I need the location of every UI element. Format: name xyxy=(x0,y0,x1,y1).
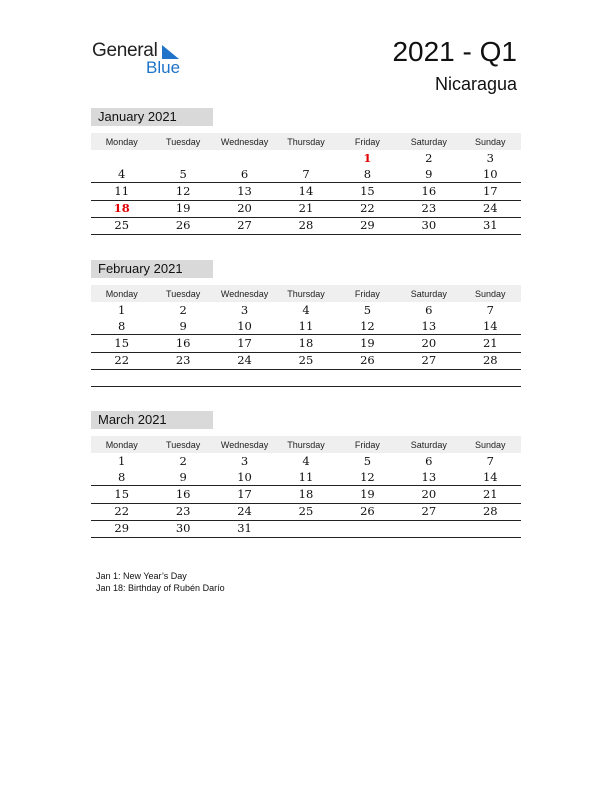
empty-day-cell xyxy=(214,150,275,166)
empty-day-cell xyxy=(337,369,398,386)
week-row xyxy=(91,183,521,200)
day-cell: 23 xyxy=(398,200,459,217)
day-cell: 11 xyxy=(275,469,336,486)
day-cell: 10 xyxy=(214,318,275,335)
day-cell: 17 xyxy=(460,183,521,200)
day-cell: 16 xyxy=(152,335,213,352)
month-grid xyxy=(91,133,521,235)
weekday-header: Wednesday xyxy=(214,436,275,453)
day-cell: 12 xyxy=(337,318,398,335)
empty-day-cell xyxy=(214,369,275,386)
week-row xyxy=(91,302,521,318)
day-cell: 19 xyxy=(152,200,213,217)
empty-day-cell xyxy=(275,369,336,386)
week-row xyxy=(91,469,521,486)
day-cell: 30 xyxy=(398,217,459,234)
day-cell: 27 xyxy=(398,503,459,520)
day-cell: 28 xyxy=(460,352,521,369)
day-cell: 2 xyxy=(179,302,187,317)
day-cell: 21 xyxy=(460,335,521,352)
holiday-note: Jan 18: Birthday of Rubén Darío xyxy=(96,583,225,593)
day-cell: 8 xyxy=(91,469,152,486)
day-cell: 3 xyxy=(240,302,249,317)
day-cell: 22 xyxy=(337,200,398,217)
week-row xyxy=(91,453,521,469)
day-cell: 14 xyxy=(460,469,521,486)
day-cell: 20 xyxy=(214,200,275,217)
weekday-header: Friday xyxy=(337,285,398,302)
day-cell: 6 xyxy=(425,302,433,317)
day-cell: 23 xyxy=(152,352,213,369)
day-cell: 11 xyxy=(91,183,152,200)
day-cell: 10 xyxy=(460,166,521,183)
empty-day-cell xyxy=(152,150,213,166)
day-cell: 26 xyxy=(337,503,398,520)
brand-logo xyxy=(92,40,192,80)
day-cell: 28 xyxy=(275,217,336,234)
empty-day-cell xyxy=(460,369,521,386)
week-row xyxy=(91,150,521,166)
day-cell: 2 xyxy=(179,453,187,468)
day-cell: 13 xyxy=(398,469,459,486)
logo-general-text: General xyxy=(92,40,158,61)
weekday-header: Tuesday xyxy=(152,436,213,453)
day-cell: 21 xyxy=(460,486,521,503)
day-cell: 3 xyxy=(240,453,249,468)
day-cell: 27 xyxy=(398,352,459,369)
week-row xyxy=(91,503,521,520)
holiday-notes xyxy=(96,570,225,594)
day-cell: 20 xyxy=(398,335,459,352)
day-cell: 15 xyxy=(91,486,152,503)
holiday-note: Jan 1: New Year’s Day xyxy=(96,571,187,581)
weekday-header: Monday xyxy=(91,285,152,302)
day-cell: 2 xyxy=(425,150,433,165)
day-cell: 3 xyxy=(486,150,494,165)
week-row xyxy=(91,318,521,335)
day-cell: 19 xyxy=(337,335,398,352)
day-cell: 6 xyxy=(214,166,275,183)
day-cell: 20 xyxy=(398,486,459,503)
month-grid xyxy=(91,285,521,387)
logo-blue-text: Blue xyxy=(146,58,181,77)
day-cell: 7 xyxy=(275,166,336,183)
empty-day-cell xyxy=(398,369,459,386)
day-cell: 9 xyxy=(398,166,459,183)
empty-day-cell xyxy=(91,150,152,166)
day-cell: 22 xyxy=(91,503,152,520)
day-cell: 25 xyxy=(275,352,336,369)
weekday-header: Saturday xyxy=(398,285,459,302)
day-cell: 15 xyxy=(91,335,152,352)
empty-day-cell xyxy=(398,520,459,537)
country-name: Nicaragua xyxy=(434,74,517,94)
month-label: February 2021 xyxy=(91,260,213,278)
day-cell: 12 xyxy=(152,183,213,200)
empty-day-cell xyxy=(460,520,521,537)
weekday-header: Sunday xyxy=(460,133,521,150)
week-row xyxy=(91,166,521,183)
weekday-header: Monday xyxy=(91,436,152,453)
weekday-header: Wednesday xyxy=(214,133,275,150)
day-cell: 26 xyxy=(152,217,213,234)
day-cell: 29 xyxy=(91,520,152,537)
empty-day-cell xyxy=(91,369,152,386)
day-cell: 5 xyxy=(363,453,372,468)
weekday-header: Sunday xyxy=(460,436,521,453)
day-cell: 23 xyxy=(152,503,213,520)
empty-day-cell xyxy=(275,520,336,537)
day-cell: 25 xyxy=(91,217,152,234)
page-title: 2021 - Q1 xyxy=(392,36,517,67)
week-row xyxy=(91,217,521,234)
empty-day-cell xyxy=(275,150,336,166)
day-cell: 1 xyxy=(118,453,126,468)
day-cell: 21 xyxy=(275,200,336,217)
day-cell: 28 xyxy=(460,503,521,520)
week-row xyxy=(91,335,521,352)
weekday-header: Tuesday xyxy=(152,133,213,150)
day-cell: 5 xyxy=(152,166,213,183)
day-cell: 22 xyxy=(91,352,152,369)
day-cell: 14 xyxy=(275,183,336,200)
day-cell: 31 xyxy=(214,520,275,537)
month-block-march xyxy=(91,411,521,538)
day-cell: 17 xyxy=(214,486,275,503)
day-cell: 13 xyxy=(398,318,459,335)
weekday-header: Monday xyxy=(91,133,152,150)
day-cell: 8 xyxy=(337,166,398,183)
day-cell: 6 xyxy=(425,453,433,468)
weekday-header: Tuesday xyxy=(152,285,213,302)
day-cell: 31 xyxy=(460,217,521,234)
day-cell: 18 xyxy=(275,335,336,352)
day-cell: 1 xyxy=(363,150,372,165)
day-cell: 4 xyxy=(302,302,310,317)
day-cell: 12 xyxy=(337,469,398,486)
day-cell: 13 xyxy=(214,183,275,200)
day-cell: 4 xyxy=(91,166,152,183)
day-cell: 24 xyxy=(214,352,275,369)
day-cell: 16 xyxy=(398,183,459,200)
weekday-header: Friday xyxy=(337,133,398,150)
day-cell: 14 xyxy=(460,318,521,335)
day-cell: 27 xyxy=(214,217,275,234)
day-cell: 7 xyxy=(486,302,494,317)
day-cell: 18 xyxy=(275,486,336,503)
day-cell: 24 xyxy=(460,200,521,217)
week-row xyxy=(91,486,521,503)
weekday-header: Saturday xyxy=(398,133,459,150)
day-cell: 9 xyxy=(152,318,213,335)
day-cell: 25 xyxy=(275,503,336,520)
weekday-header: Thursday xyxy=(275,436,336,453)
day-cell: 24 xyxy=(214,503,275,520)
week-row xyxy=(91,369,521,386)
empty-day-cell xyxy=(337,520,398,537)
weekday-header: Sunday xyxy=(460,285,521,302)
month-grid xyxy=(91,436,521,538)
weekday-header: Saturday xyxy=(398,436,459,453)
day-cell: 19 xyxy=(337,486,398,503)
day-cell: 16 xyxy=(152,486,213,503)
month-label: March 2021 xyxy=(91,411,213,429)
day-cell: 11 xyxy=(275,318,336,335)
day-cell: 9 xyxy=(152,469,213,486)
day-cell: 26 xyxy=(337,352,398,369)
day-cell: 4 xyxy=(302,453,310,468)
day-cell: 10 xyxy=(214,469,275,486)
week-row xyxy=(91,352,521,369)
day-cell: 17 xyxy=(214,335,275,352)
day-cell: 29 xyxy=(337,217,398,234)
weekday-header: Thursday xyxy=(275,285,336,302)
day-cell: 1 xyxy=(118,302,126,317)
day-cell: 8 xyxy=(91,318,152,335)
week-row xyxy=(91,520,521,537)
day-cell: 18 xyxy=(91,200,152,217)
week-row xyxy=(91,200,521,217)
day-cell: 7 xyxy=(486,453,494,468)
day-cell: 5 xyxy=(363,302,372,317)
day-cell: 30 xyxy=(152,520,213,537)
weekday-header: Wednesday xyxy=(214,285,275,302)
month-block-february xyxy=(91,260,521,387)
month-block-january xyxy=(91,108,521,235)
month-label: January 2021 xyxy=(91,108,213,126)
weekday-header: Friday xyxy=(337,436,398,453)
day-cell: 15 xyxy=(337,183,398,200)
weekday-header: Thursday xyxy=(275,133,336,150)
empty-day-cell xyxy=(152,369,213,386)
